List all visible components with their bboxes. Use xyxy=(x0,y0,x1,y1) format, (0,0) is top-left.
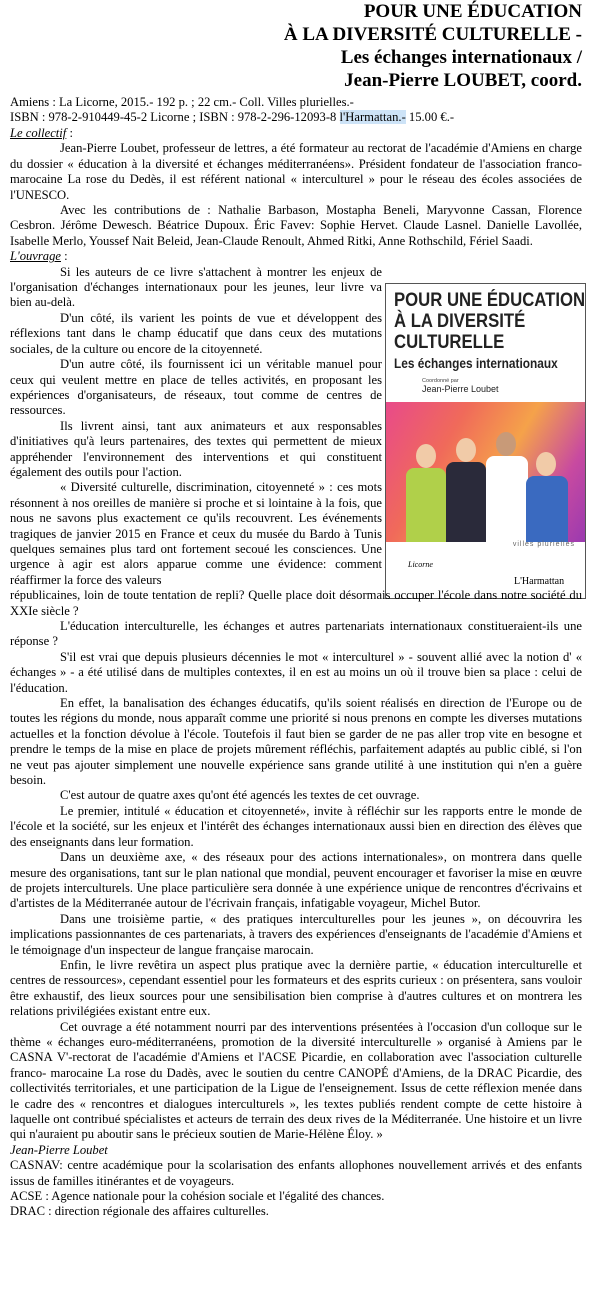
publisher-highlight: l'Harmattan.- xyxy=(339,110,406,124)
title-line: À LA DIVERSITÉ CULTURELLE - xyxy=(283,24,582,45)
cover-author: Jean-Pierre Loubet xyxy=(422,384,499,394)
cover-title-line: POUR UNE ÉDUCATION xyxy=(394,290,586,311)
signature: Jean-Pierre Loubet xyxy=(10,1142,108,1157)
bibliographic-info xyxy=(10,95,585,125)
paragraph: Dans un deuxième axe, « des réseaux pour des actions internationales», on montrera dans quelle mesure des organisations, tant sur le plan national que mondial, peuvent encourager et favoriser la mise en œuvre de projets interculturels. Une place particulière sera donnée à une expérience unique de rencontres d'écrivains et d'artistes de la Méditerranée autour de l'écrivain français, infatigable voyageur, Michel Butor. xyxy=(10,850,582,911)
footnote: CASNAV: centre académique pour la scolarisation des enfants allophones nouvellement arrivés et des enfants issus de familles itinérantes et de voyageurs. xyxy=(10,1158,582,1188)
paragraph: Avec les contributions de : Nathalie Barbason, Mostapha Beneli, Maryvonne Cassan, Florence Cesbron. Jérôme Dewesch. Béatrice Dupoux. Éric Favev: Sophie Hervet. Claude Lasnel. Danielle Lavollée, Isabelle Merlo, Youssef Nait Beleid, Jean-Claude Renoult, Ahmed Ritki, Anne Rothschild, Fériel Saadi. xyxy=(10,203,582,248)
paragraph: républicaines, loin de toute tentation de repli? Quelle place doit désormais occuper l'école dans notre société du XXIe siècle ? xyxy=(10,588,582,618)
biblio-line: Amiens : La Licorne, 2015.- 192 p. ; 22 cm.- Coll. Villes plurielles.- xyxy=(10,95,354,109)
section-label: L'ouvrage xyxy=(10,249,61,264)
price: 15.00 €.- xyxy=(405,110,455,124)
main-text xyxy=(10,126,582,1220)
paragraph: D'un côté, ils varient les points de vue et développent des réflexions tant dans le champ éducatif que dans ceux des mutations sociales, de la culture ou encore de la citoyenneté. xyxy=(10,310,382,356)
paragraph: S'il est vrai que depuis plusieurs décennies le mot « interculturel » - souvent allié avec la notion d' « échanges » - a été utilisé dans de multiples contextes, il en est au moins un où il trouve bien sa place : celui de l'éducation. xyxy=(10,649,582,695)
cover-subtitle: Les échanges internationaux xyxy=(394,356,558,371)
cover-collection: villes plurielles xyxy=(512,541,575,548)
cover-coord-label: Coordonné par xyxy=(422,378,459,384)
cover-title-line: À LA DIVERSITÉ xyxy=(394,311,526,332)
paragraph: Ils livrent ainsi, tant aux animateurs et aux responsables d'initiatives qu'à leurs partenaires, des textes qui permettent de mieux appréhender l'environnement des interventions et qui constituent également des outils pour l'action. xyxy=(10,418,382,479)
paragraph: « Diversité culturelle, discrimination, citoyenneté » : ces mots résonnent à nos oreilles de manière si proche et si lointaine à la fois, que nous ne savons plus exactement ce qu'ils recouvrent. Les événements tragiques de janvier 2015 en France et ceux du musée du Bardo à Tunis quelques semaines plus tard ont fortement secoué les consciences. Une urgence à agir est alors apparue comme une évidence: comment réaffirmer la force des valeurs xyxy=(10,480,382,587)
cover-publisher-harmattan: L'Harmattan xyxy=(514,576,565,587)
section-heading-collectif xyxy=(10,126,582,141)
title-line: POUR UNE ÉDUCATION xyxy=(363,1,582,22)
colon: : xyxy=(60,249,68,264)
book-title xyxy=(284,0,582,92)
paragraph: Si les auteurs de ce livre s'attachent à montrer les enjeux de l'organisation d'échanges internationaux pour les jeunes, leur livre va bien au-delà. xyxy=(10,264,382,310)
title-line: Les échanges internationaux / xyxy=(340,47,582,68)
cover-title-line: CULTURELLE xyxy=(394,332,505,353)
section-heading-ouvrage xyxy=(10,249,582,264)
paragraph: Enfin, le livre revêtira un aspect plus pratique avec la dernière partie, « éducation interculturelle et centres de ressources», cependant essentiel pour les formateurs et des esprits curieux : on présentera, sans vouloir être exhaustif, des lieux sources pour une sensibilisation bien comprise à d'autres cultures et on montrera les relations privilégiées existant entre eux. xyxy=(10,957,582,1019)
text-beside-cover xyxy=(10,265,382,589)
title-line: Jean-Pierre LOUBET, coord. xyxy=(344,70,582,91)
paragraph: En effet, la banalisation des échanges éducatifs, qu'ils soient réalisés en direction de l'Europe ou de toutes les régions du monde, nous apparaît comme une priorité si nous prenons en compte les diverses mutations actuelles et la fonction dévolue à l'école. Toutefois il faut bien se garder de ne pas aller trop vite en besogne et prendre le temps de la mise en place de projets mûrement réfléchis, parfaitement adaptés au public ciblé, si l'on ne veut pas ajouter simplement une nouvelle expérience sans grande utilité à une institution qui n'en a guère besoin. xyxy=(10,696,582,788)
paragraph: Cet ouvrage a été notamment nourri par des interventions présentées à l'occasion d'un colloque sur le thème « échanges euro-méditerranéens, promotion de la diversité interculturelle » organisé à Amiens par le CASNA V'-rectorat de l'académie d'Amiens et l'ACSE Picardie, en collaboration avec l'association culturelle franco- marocaine La rose du Dadès, avec le soutien du centre CANOPÉ d'Amiens, de la DRAC Picardie, des collectivités territoriales, et une participation de la Ligue de l'enseignement. Issus de cette réflexion menée dans le cadre des « rencontres et dialogues interculturels », les textes publiés rendent compte de cette histoire à laquelle ont contribué spécialistes et acteurs de terrain des deux rives de la Méditerranée. Une histoire et un livre qui n'auraient pu aboutir sans le précieux soutien de Marie-Hélène Éloy. » xyxy=(10,1019,582,1142)
isbn-text: ISBN : 978-2-910449-45-2 Licorne ; ISBN : 978-2-296-12093-8 xyxy=(10,110,340,124)
paragraph: Dans une troisième partie, « des pratiques interculturelles pour les jeunes », on découvrira les implications passionnantes de ces partenariats, à travers des expériences d'enseignants de l'académie d'Amiens et le témoignage d'un inspecteur de langue française marocain. xyxy=(10,911,582,957)
section-label: Le collectif xyxy=(10,126,67,140)
footnote: DRAC : direction régionale des affaires culturelles. xyxy=(10,1204,269,1219)
paragraph: Le premier, intitulé « éducation et citoyenneté», invite à réfléchir sur les rapports entre le monde de l'école et la société, sur les enjeux et l'intérêt des échanges internationaux aussi bien en direction des élèves que des enseignants dans leur formation. xyxy=(10,803,582,849)
isbn-line xyxy=(10,110,585,125)
paragraph: C'est autour de quatre axes qu'ont été agencés les textes de cet ouvrage. xyxy=(60,788,420,803)
cover-publisher-licorne: Licorne xyxy=(408,560,433,569)
paragraph: Jean-Pierre Loubet, professeur de lettres, a été formateur au rectorat de l'académie d'Amiens en charge du dossier « éducation à la diversité et échanges méditerranéens». Président fondateur de l'association franco-marocaine La rose du Dedès, il est référent national « interculturel » pour le réseau des écoles associées de l'UNESCO. xyxy=(10,141,582,202)
paragraph: L'éducation interculturelle, les échanges et autres partenariats internationaux constitueraient-ils une réponse ? xyxy=(10,619,582,649)
footnote: ACSE : Agence nationale pour la cohésion sociale et l'égalité des chances. xyxy=(10,1189,385,1204)
paragraph: D'un autre côté, ils fournissent ici un véritable manuel pour ceux qui veulent mettre en place de telles activités, en proposant les expériences d'organisateurs, de réseaux, tout comme de centres de ressources. xyxy=(10,357,382,418)
colon: : xyxy=(66,126,73,140)
